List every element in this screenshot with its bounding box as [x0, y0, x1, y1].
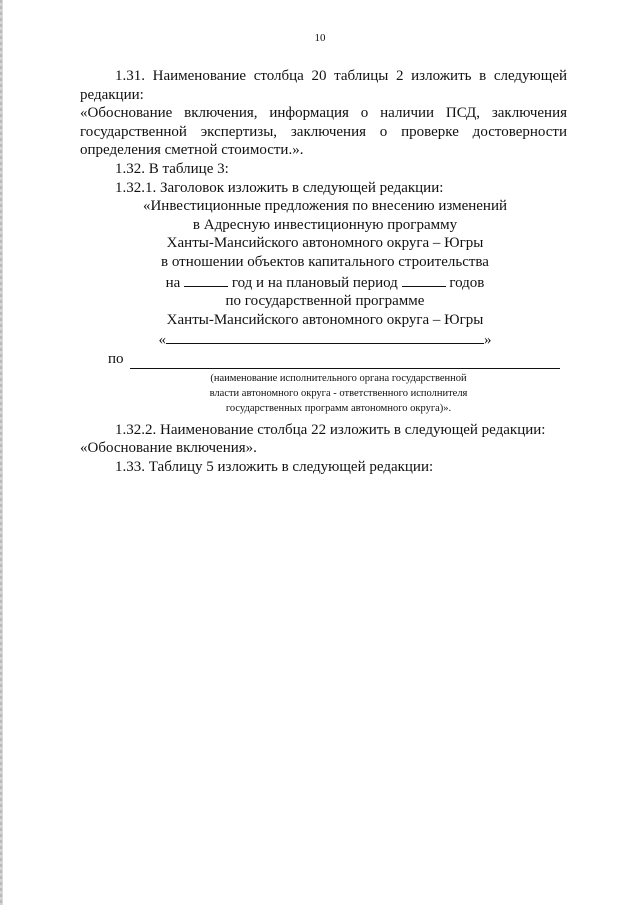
heading-line-3: Ханты-Мансийского автономного округа – Югры — [166, 235, 484, 252]
paragraph-1-31-line1: 1.31. Наименование столбца 20 таблицы 2 изложить в следующей — [115, 68, 567, 84]
year-blank — [184, 272, 228, 287]
paragraph-1-31-line2: редакции: — [80, 86, 144, 103]
executor-note-line-1: (наименование исполнительного органа государственной — [210, 372, 467, 384]
heading-line-5-post: годов — [449, 274, 485, 291]
executor-blank — [130, 354, 560, 369]
heading-block — [60, 197, 590, 350]
heading-line-4: в отношении объектов капитального строительства — [161, 253, 489, 270]
heading-line-2: в Адресную инвестиционную программу — [192, 216, 458, 233]
paragraph-1-33: 1.33. Таблицу 5 изложить в следующей редакции: — [115, 458, 434, 475]
heading-line-8 — [60, 329, 590, 350]
paragraph-1-31-line4: государственной экспертизы, заключения о проверке достоверности — [80, 123, 567, 140]
period-blank — [402, 272, 446, 287]
heading-line-5-pre: на — [165, 274, 181, 291]
executor-note-line-2: власти автономного округа - ответственного исполнителя — [209, 387, 468, 399]
paragraph-1-32: 1.32. В таблице 3: — [115, 160, 229, 177]
paragraph-1-32-2-line2: «Обоснование включения». — [80, 440, 257, 457]
heading-line-5 — [60, 272, 590, 293]
page-number: 10 — [314, 32, 326, 44]
executor-line-label: по — [108, 350, 124, 367]
heading-line-1: «Инвестиционные предложения по внесению изменений — [142, 198, 508, 215]
heading-line-5-mid: год и на плановый период — [231, 274, 398, 291]
paragraph-1-31-line3: «Обоснование включения, информация о наличии ПСД, заключения — [80, 105, 567, 122]
document-body — [80, 67, 567, 477]
heading-line-6: по государственной программе — [225, 293, 425, 310]
paragraph-1-32-2-line1: 1.32.2. Наименование столбца 22 изложить в следующей редакции: — [115, 421, 546, 438]
executor-note-line-3: государственных программ автономного округа)». — [225, 403, 452, 415]
scan-edge — [0, 0, 2, 905]
heading-line-7: Ханты-Мансийского автономного округа – Югры — [166, 311, 484, 328]
program-name-close-quote: » — [484, 332, 492, 349]
program-name-blank — [166, 329, 484, 344]
program-name-open-quote: « — [158, 332, 166, 349]
paragraph-1-31-line5: определения сметной стоимости.». — [80, 142, 304, 159]
executor-line — [108, 350, 567, 369]
paragraph-1-32-1: 1.32.1. Заголовок изложить в следующей редакции: — [115, 179, 444, 196]
